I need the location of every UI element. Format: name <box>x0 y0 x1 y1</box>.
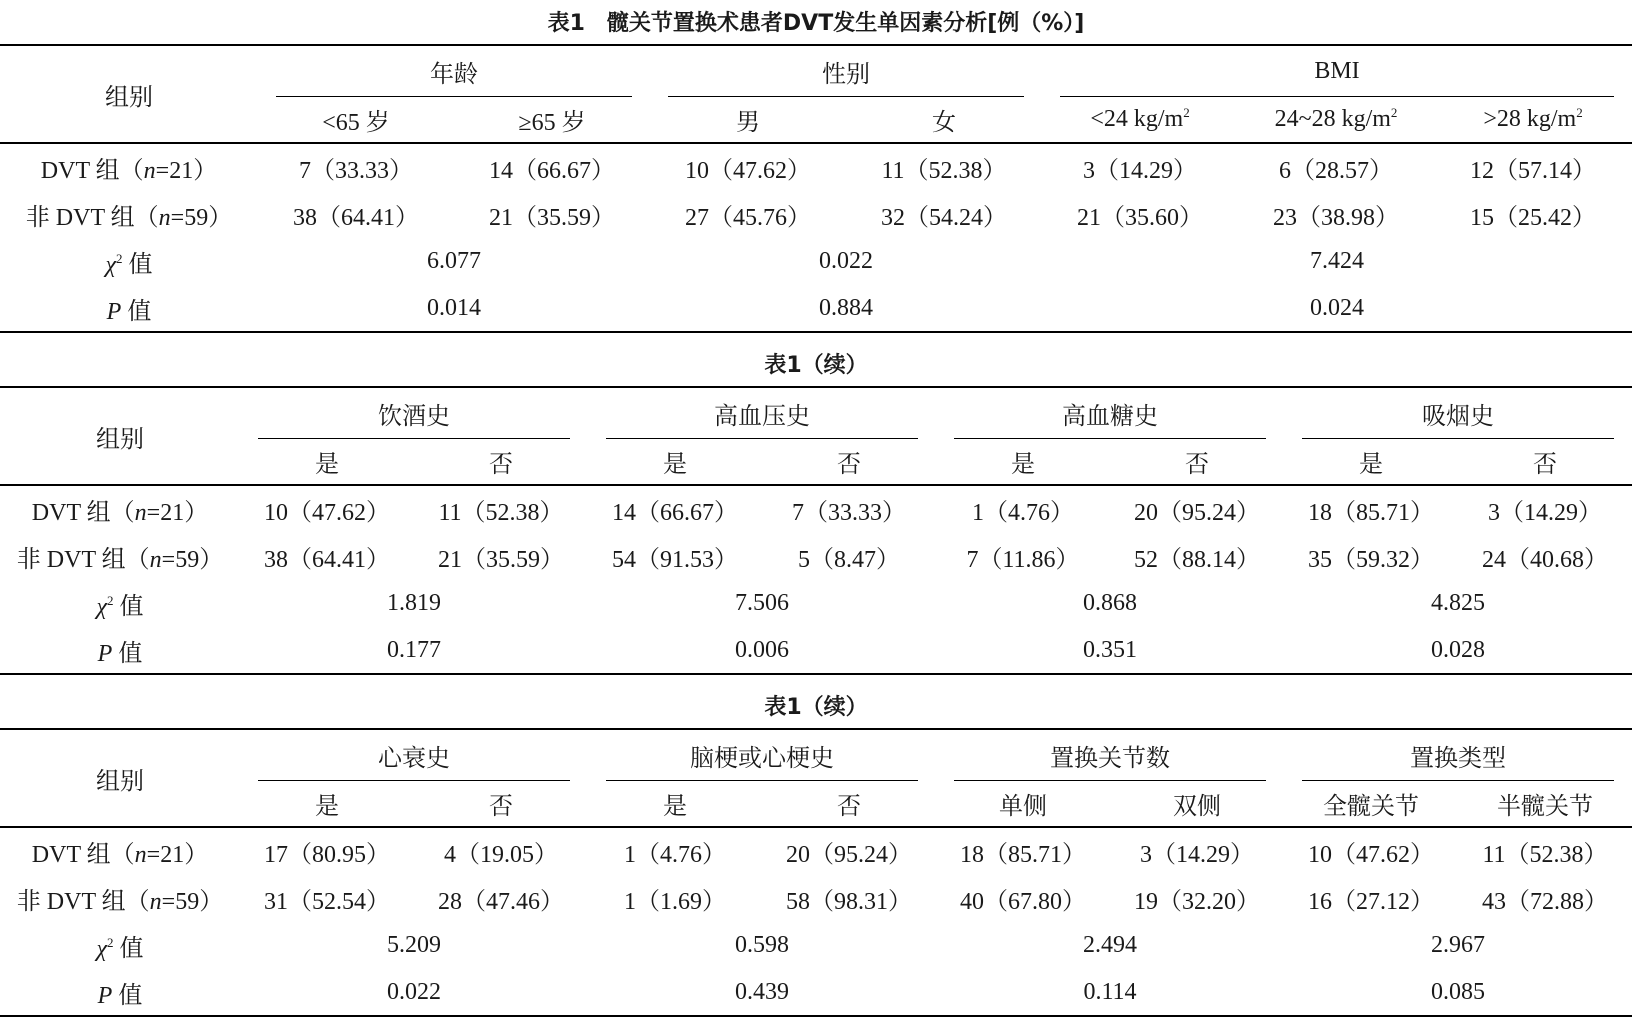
cell: 31（52.54） <box>264 889 390 915</box>
row-label-dvt: DVT 组（n=21） <box>31 500 209 526</box>
cell: 0.024 <box>1310 294 1364 321</box>
cell: 54（91.53） <box>612 547 738 573</box>
cell: 14（66.67） <box>612 500 738 526</box>
cell: 0.006 <box>735 636 789 663</box>
group-bmi: BMI <box>1042 45 1632 97</box>
cell: 27（45.76） <box>685 205 811 231</box>
row-label-chi: $\chi^2$ 值 <box>96 593 144 620</box>
cell: 7.506 <box>735 590 789 616</box>
cell: 0.884 <box>819 294 873 321</box>
row-label-dvt: DVT 组（n=21） <box>31 842 209 868</box>
group-header: 组别 <box>0 45 258 143</box>
table-row <box>0 533 1632 580</box>
cell: 11（52.38） <box>881 158 1007 184</box>
cell: 2.967 <box>1431 932 1485 958</box>
continuation-title: 表1（续） <box>764 695 868 720</box>
subhead: <24 $kg/m^2$ <box>1090 105 1190 132</box>
row-label-chi: $\chi^2$ 值 <box>105 251 153 278</box>
cell: 20（95.24） <box>786 842 912 868</box>
table-row <box>0 969 1632 1016</box>
subhead: 半髋关节 <box>1497 794 1593 820</box>
cell: 10（47.62） <box>685 158 811 184</box>
subhead: 否 <box>1185 452 1209 478</box>
subhead: 否 <box>1533 452 1557 478</box>
subhead: 女 <box>932 110 956 136</box>
cell: 32（54.24） <box>881 205 1007 231</box>
continuation-title: 表1（续） <box>764 353 868 378</box>
cell: 15（25.42） <box>1470 205 1596 231</box>
cell: 7.424 <box>1310 248 1364 274</box>
subhead: 单侧 <box>999 794 1047 820</box>
subhead: 否 <box>489 794 513 820</box>
cell: 10（47.62） <box>1308 842 1434 868</box>
cell: 5.209 <box>387 932 441 958</box>
cell: 18（85.71） <box>960 842 1086 868</box>
cell: 20（95.24） <box>1134 500 1260 526</box>
cell: 24（40.68） <box>1482 547 1608 573</box>
cell: 1（4.76） <box>624 842 726 868</box>
table-section-3 <box>0 728 1632 1017</box>
cell: 0.014 <box>427 294 481 321</box>
group-sex: 性别 <box>650 45 1042 97</box>
table-section-1 <box>0 44 1632 333</box>
cell: 3（14.29） <box>1140 842 1254 868</box>
subhead: 男 <box>736 110 760 136</box>
table-section-2 <box>0 386 1632 675</box>
cell: 14（66.67） <box>489 158 615 184</box>
cell: 35（59.32） <box>1308 547 1434 573</box>
row-label-p: P 值 <box>97 982 143 1009</box>
cell: 3（14.29） <box>1083 158 1197 184</box>
cell: 6.077 <box>427 248 481 274</box>
cell: 10（47.62） <box>264 500 390 526</box>
subhead: 是 <box>1359 452 1383 478</box>
subhead: 否 <box>489 452 513 478</box>
table-row <box>0 143 1632 191</box>
group-infarction: 脑梗或心梗史 <box>588 729 936 781</box>
cell: 7（33.33） <box>299 158 413 184</box>
cell: 11（52.38） <box>1482 842 1608 868</box>
group-header: 组别 <box>0 729 240 827</box>
cell: 4（19.05） <box>444 842 558 868</box>
cell: 7（11.86） <box>966 547 1080 573</box>
group-hypertension: 高血压史 <box>588 387 936 439</box>
table-row <box>0 922 1632 969</box>
row-label-non-dvt: 非 DVT 组（n=59） <box>16 547 224 573</box>
table-row <box>0 875 1632 922</box>
cell: 0.028 <box>1431 636 1485 663</box>
table-row <box>0 580 1632 627</box>
group-replacement-type: 置换类型 <box>1284 729 1632 781</box>
group-hyperglycemia: 高血糖史 <box>936 387 1284 439</box>
table-row <box>0 191 1632 238</box>
cell: 38（64.41） <box>293 205 419 231</box>
cell: 28（47.46） <box>438 889 564 915</box>
cell: 1（4.76） <box>972 500 1074 526</box>
subhead: 是 <box>663 794 687 820</box>
cell: 38（64.41） <box>264 547 390 573</box>
subhead: 是 <box>663 452 687 478</box>
table-row <box>0 238 1632 285</box>
cell: 43（72.88） <box>1482 889 1608 915</box>
subhead: 否 <box>837 452 861 478</box>
group-age: 年龄 <box>258 45 650 97</box>
cell: 52（88.14） <box>1134 547 1260 573</box>
subhead: 是 <box>1011 452 1035 478</box>
cell: 0.177 <box>387 636 441 663</box>
cell: 7（33.33） <box>792 500 906 526</box>
subhead: 是 <box>315 794 339 820</box>
row-label-chi: $\chi^2$ 值 <box>96 935 144 962</box>
cell: 4.825 <box>1431 590 1485 616</box>
subhead: >28 $kg/m^2$ <box>1483 105 1583 132</box>
cell: 19（32.20） <box>1134 889 1260 915</box>
subhead: <65 岁 <box>322 110 390 136</box>
group-smoking: 吸烟史 <box>1284 387 1632 439</box>
cell: 0.868 <box>1083 590 1137 616</box>
cell: 16（27.12） <box>1308 889 1434 915</box>
cell: 0.022 <box>819 248 873 274</box>
cell: 21（35.59） <box>438 547 564 573</box>
cell: 0.598 <box>735 932 789 958</box>
group-heart-failure: 心衰史 <box>240 729 588 781</box>
cell: 12（57.14） <box>1470 158 1596 184</box>
cell: 0.439 <box>735 978 789 1005</box>
cell: 40（67.80） <box>960 889 1086 915</box>
cell: 0.022 <box>387 978 441 1005</box>
group-drinking: 饮酒史 <box>240 387 588 439</box>
row-label-dvt: DVT 组（n=21） <box>40 158 218 184</box>
table-row <box>0 627 1632 674</box>
row-label-p: P 值 <box>97 640 143 667</box>
row-label-p: P 值 <box>106 298 152 325</box>
group-joint-count: 置换关节数 <box>936 729 1284 781</box>
cell: 6（28.57） <box>1279 158 1393 184</box>
cell: 21（35.59） <box>489 205 615 231</box>
subhead: 24~28 $kg/m^2$ <box>1274 105 1398 132</box>
cell: 23（38.98） <box>1273 205 1399 231</box>
cell: 1（1.69） <box>624 889 726 915</box>
table-title: 表1 髋关节置换术患者DVT发生单因素分析[例（%）] <box>547 11 1085 36</box>
group-header: 组别 <box>0 387 240 485</box>
cell: 11（52.38） <box>438 500 564 526</box>
cell: 1.819 <box>387 590 441 616</box>
subhead: 全髋关节 <box>1323 794 1419 820</box>
table-row <box>0 485 1632 533</box>
cell: 0.351 <box>1083 636 1137 663</box>
cell: 5（8.47） <box>798 547 900 573</box>
cell: 0.114 <box>1083 978 1137 1005</box>
cell: 18（85.71） <box>1308 500 1434 526</box>
table-row <box>0 285 1632 332</box>
table-row <box>0 827 1632 875</box>
subhead: 双侧 <box>1173 794 1221 820</box>
cell: 21（35.60） <box>1077 205 1203 231</box>
cell: 58（98.31） <box>786 889 912 915</box>
subhead: 是 <box>315 452 339 478</box>
cell: 0.085 <box>1431 978 1485 1005</box>
row-label-non-dvt: 非 DVT 组（n=59） <box>25 205 233 231</box>
row-label-non-dvt: 非 DVT 组（n=59） <box>16 889 224 915</box>
cell: 17（80.95） <box>264 842 390 868</box>
cell: 2.494 <box>1083 932 1137 958</box>
subhead: 否 <box>837 794 861 820</box>
subhead: ≥65 岁 <box>518 110 586 136</box>
cell: 3（14.29） <box>1488 500 1602 526</box>
